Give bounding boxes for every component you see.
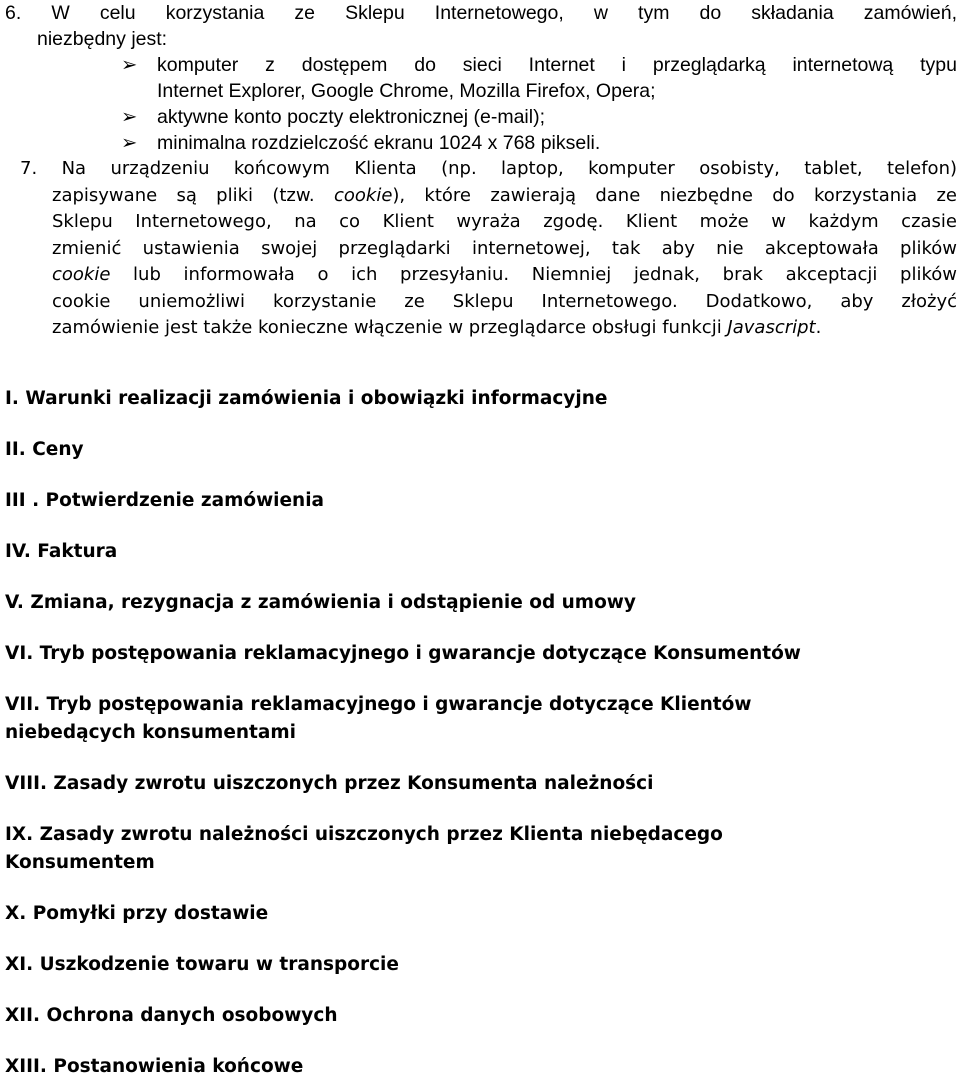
bullet-line: minimalna rozdzielczość ekranu 1024 x 768 pikseli.: [157, 132, 601, 154]
bullet-line: aktywne konto poczty elektronicznej (e-mail);: [157, 106, 545, 128]
section-heading: III . Potwierdzenie zamówienia: [5, 490, 325, 511]
p7-line-4: zmienić ustawienia swojej przeglądarki internetowej, tak aby nie akceptowała plików: [52, 237, 957, 259]
section-heading: VII. Tryb postępowania reklamacyjnego i gwarancje dotyczące Klientów: [5, 694, 752, 715]
text-run: zamówienie jest także konieczne włączenie w przeglądarce obsługi funkcji: [52, 317, 728, 338]
bullet-item: [121, 104, 957, 130]
text-run: cookie: [333, 184, 393, 206]
arrow-bullet-icon: ➢: [121, 132, 138, 154]
section-heading: X. Pomyłki przy dostawie: [5, 903, 269, 924]
text-run: .: [815, 317, 822, 338]
section-heading: IX. Zasady zwrotu należności uiszczonych przez Klienta niebędacego: [5, 824, 723, 845]
section-heading: VI. Tryb postępowania reklamacyjnego i gwarancje dotyczące Konsumentów: [5, 643, 801, 664]
p7-line-7: [5, 315, 957, 342]
text-run: lub informowała o ich przesyłaniu. Niemniej jednak, brak akceptacji plików: [110, 264, 957, 285]
p7-line-6: cookie uniemożliwi korzystanie ze Sklepu Internetowego. Dodatkowo, aby złożyć: [52, 290, 957, 312]
text-run: ), które zawierają dane niezbędne do korzystania ze: [392, 184, 958, 206]
section-heading: V. Zmiana, rezygnacja z zamówienia i odstąpienie od umowy: [5, 592, 636, 613]
section-heading-continuation: niebedących konsumentami: [5, 722, 296, 743]
bullet-line: komputer z dostępem do sieci Internet i przeglądarką internetową typu: [157, 54, 957, 76]
p6-line-2: niezbędny jest:: [37, 28, 168, 50]
text-run: Javascript: [727, 317, 816, 338]
section-heading: IV. Faktura: [5, 541, 118, 562]
section-heading: I. Warunki realizacji zamówienia i obowiązki informacyjne: [5, 388, 608, 409]
bullet-item: [121, 52, 957, 104]
text-run: zapisywane są pliki (tzw.: [52, 184, 334, 206]
section-heading: VIII. Zasady zwrotu uiszczonych przez Konsumenta należności: [5, 773, 654, 794]
section-heading: XIII. Postanowienia końcowe: [5, 1056, 304, 1077]
p7-line-2: [5, 183, 957, 210]
paragraph-7: [5, 156, 957, 342]
p7-line-5: [5, 262, 957, 289]
bullet-line: Internet Explorer, Google Chrome, Mozilla Firefox, Opera;: [157, 80, 656, 102]
section-heading: XII. Ochrona danych osobowych: [5, 1005, 338, 1026]
p7-line-3: Sklepu Internetowego, na co Klient wyraża zgodę. Klient może w każdym czasie: [52, 211, 957, 232]
paragraph-6: [5, 0, 957, 156]
p7-line-1: 7. Na urządzeniu końcowym Klienta (np. laptop, komputer osobisty, tablet, telefon): [20, 158, 957, 179]
section-heading: XI. Uszkodzenie towaru w transporcie: [5, 954, 399, 975]
section-heading: II. Ceny: [5, 439, 84, 460]
text-run: cookie: [52, 264, 111, 285]
arrow-bullet-icon: ➢: [121, 106, 138, 128]
p6-line-1: 6. W celu korzystania ze Sklepu Internetowego, w tym do składania zamówień,: [5, 2, 957, 24]
arrow-bullet-icon: ➢: [121, 54, 138, 76]
section-heading-continuation: Konsumentem: [5, 852, 155, 873]
bullet-item: [121, 130, 957, 156]
